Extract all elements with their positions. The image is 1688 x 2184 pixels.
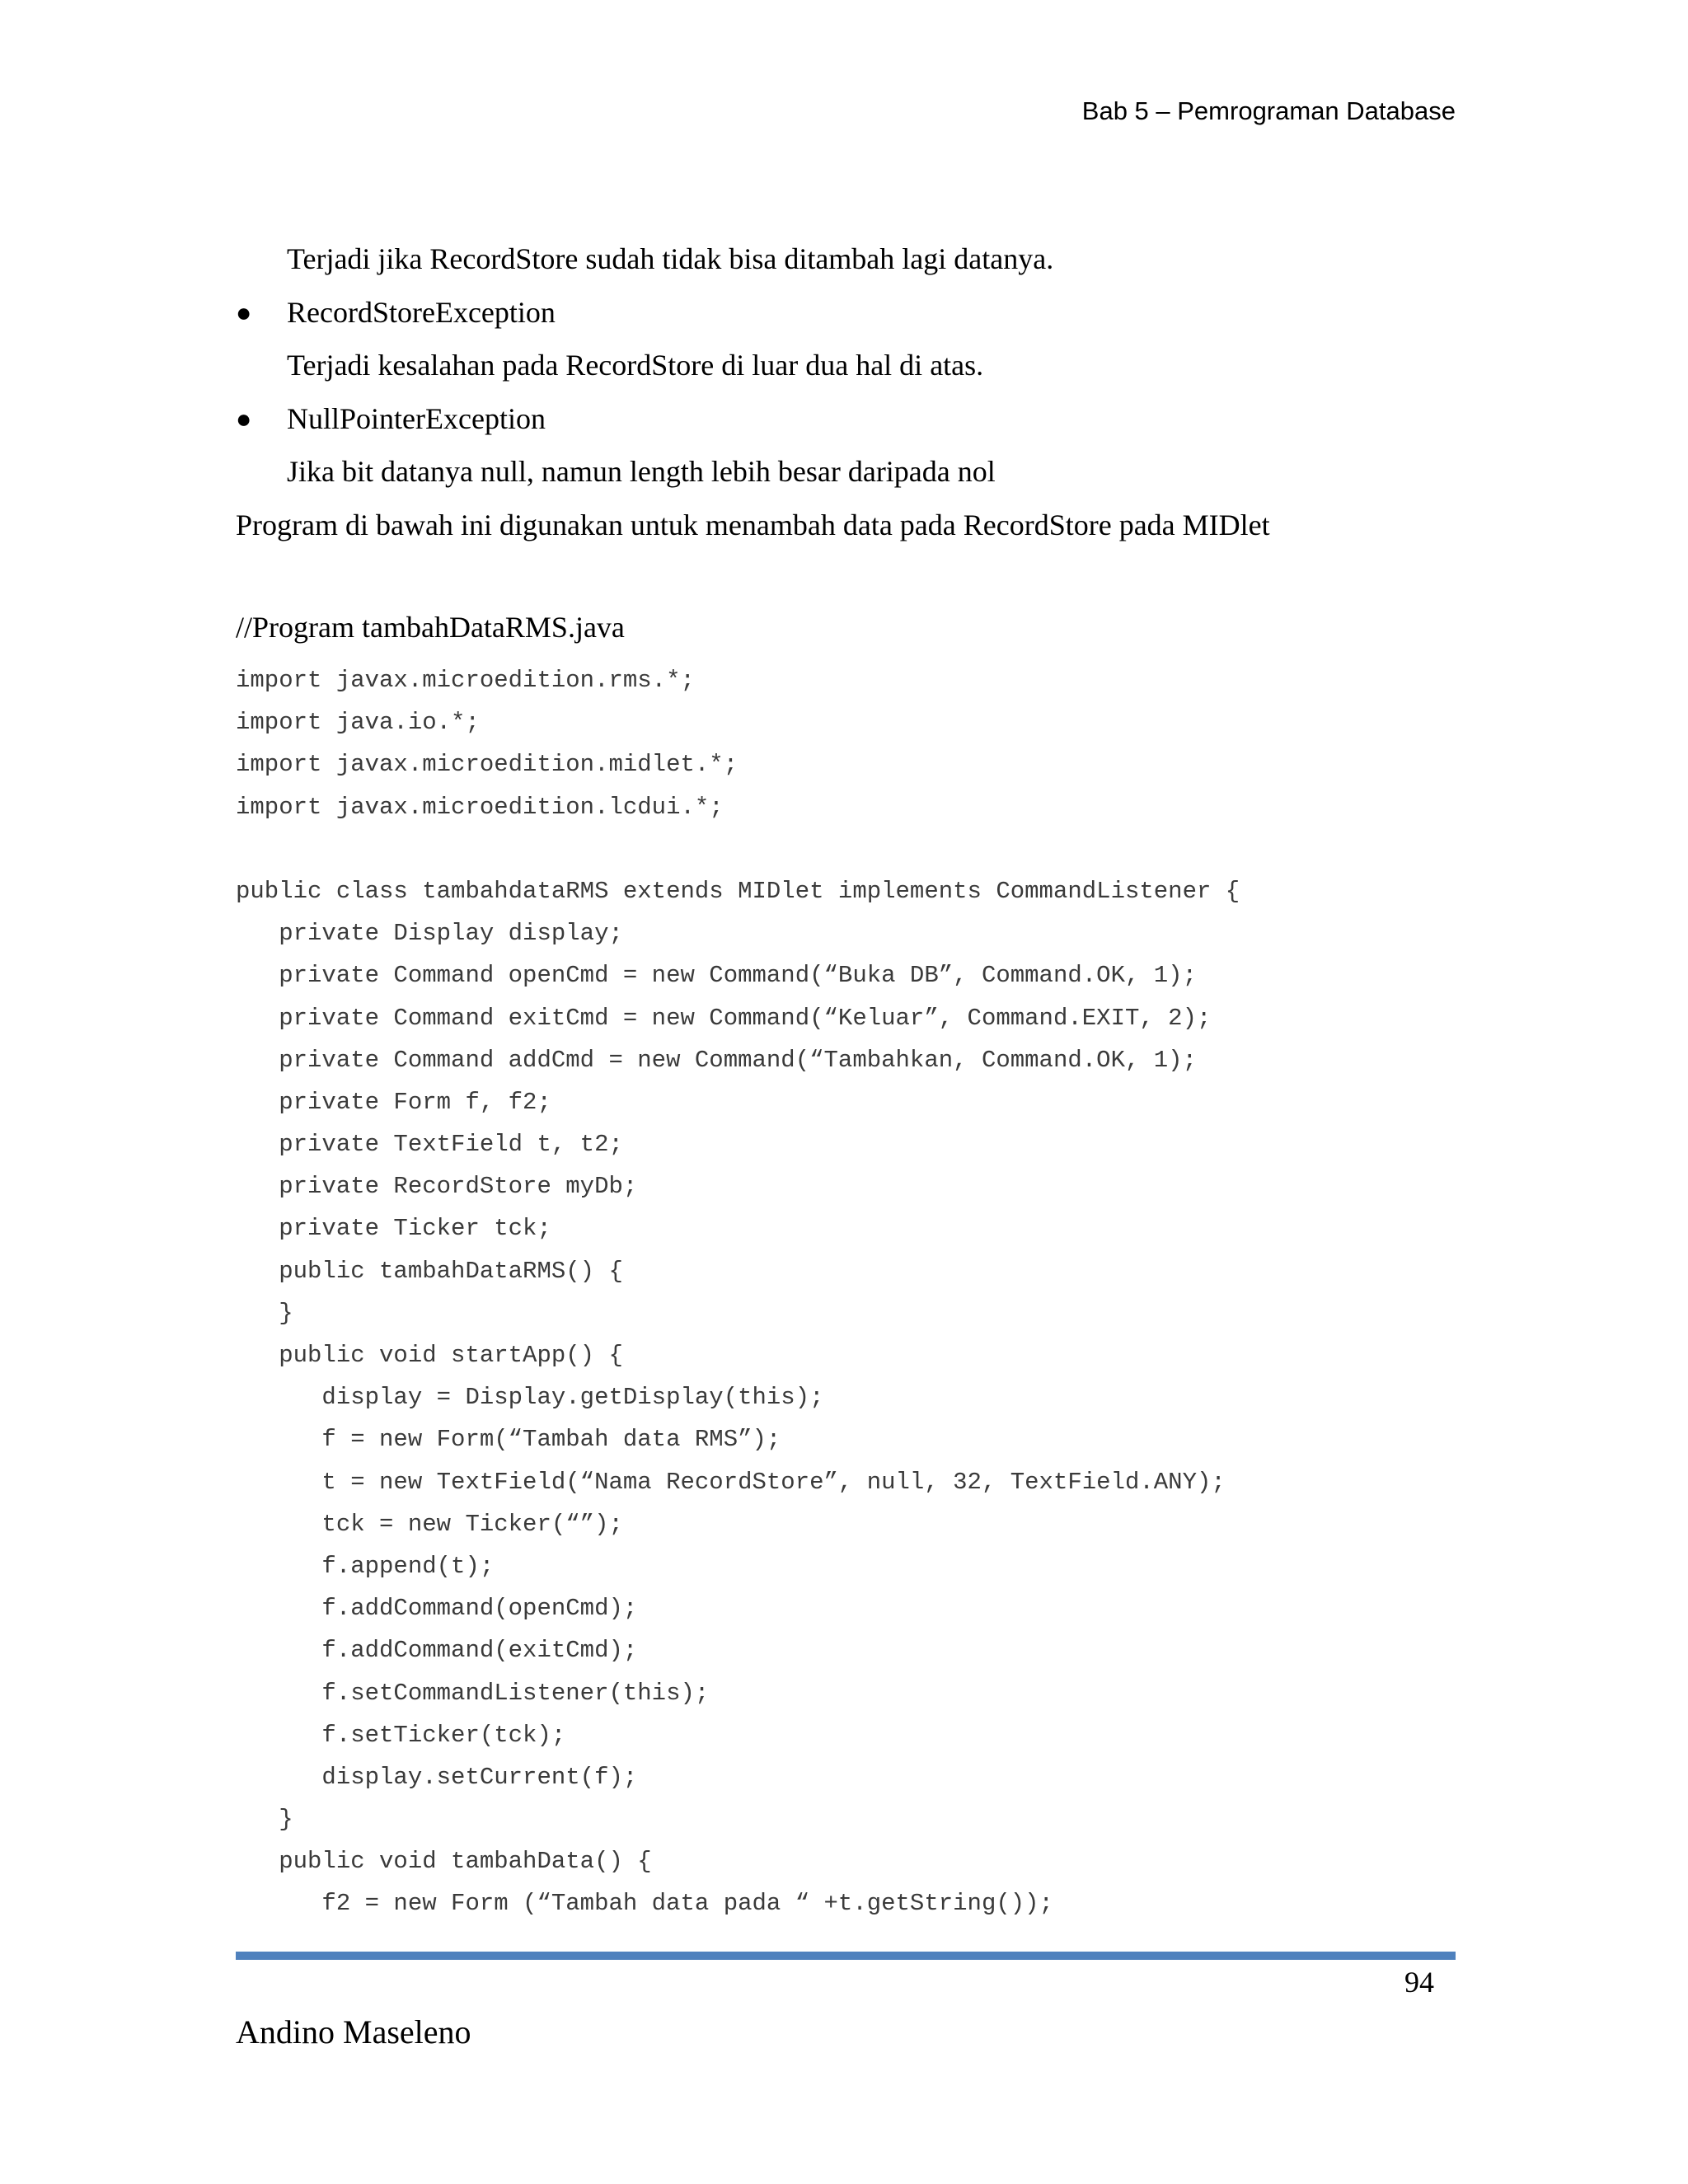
- code-line: tck = new Ticker(“”);: [236, 1510, 623, 1538]
- code-line: }: [236, 1806, 293, 1834]
- code-line: public class tambahdataRMS extends MIDlet implements CommandListener {: [236, 877, 1240, 905]
- footer-author: Andino Maseleno: [236, 2013, 471, 2050]
- code-line: f.append(t);: [236, 1552, 495, 1580]
- bullet-item: [236, 286, 1456, 340]
- code-line: private Form f, f2;: [236, 1088, 551, 1116]
- bullet-item: [236, 392, 1456, 446]
- bullet-icon: ●: [236, 403, 252, 434]
- code-line: private TextField t, t2;: [236, 1131, 623, 1159]
- code-line: display.setCurrent(f);: [236, 1763, 638, 1791]
- code-line: import java.io.*;: [236, 709, 480, 737]
- code-line: f.setCommandListener(this);: [236, 1679, 710, 1707]
- bullet-icon: ●: [236, 297, 252, 327]
- code-line: public void tambahData() {: [236, 1848, 652, 1876]
- bullet-item-label: RecordStoreException: [287, 295, 556, 329]
- code-line: f.addCommand(exitCmd);: [236, 1637, 638, 1665]
- footer-divider: [236, 1952, 1456, 1960]
- code-line: private Ticker tck;: [236, 1215, 551, 1243]
- code-line: private Command addCmd = new Command(“Tambahkan, Command.OK, 1);: [236, 1046, 1197, 1074]
- paragraph-line: Terjadi kesalahan pada RecordStore di luar dua hal di atas.: [287, 349, 984, 382]
- page-number: 94: [1404, 1966, 1434, 1999]
- code-line: public tambahDataRMS() {: [236, 1257, 623, 1285]
- code-line: private RecordStore myDb;: [236, 1173, 638, 1201]
- code-blank-line: [236, 828, 1456, 870]
- code-line: f2 = new Form (“Tambah data pada “ +t.getString());: [236, 1890, 1053, 1918]
- running-header: Bab 5 – Pemrograman Database: [1081, 96, 1456, 125]
- paragraph-line: Program di bawah ini digunakan untuk menambah data pada RecordStore pada MIDlet: [236, 508, 1270, 541]
- code-line: private Command openCmd = new Command(“Buka DB”, Command.OK, 1);: [236, 962, 1197, 990]
- code-line: display = Display.getDisplay(this);: [236, 1384, 824, 1412]
- code-line: f.addCommand(openCmd);: [236, 1595, 638, 1623]
- code-line: t = new TextField(“Nama RecordStore”, null, 32, TextField.ANY);: [236, 1468, 1226, 1496]
- code-line: import javax.microedition.lcdui.*;: [236, 793, 724, 821]
- code-line: import javax.microedition.rms.*;: [236, 667, 695, 694]
- paragraph-line: Terjadi jika RecordStore sudah tidak bisa ditambah lagi datanya.: [287, 242, 1054, 275]
- code-line: }: [236, 1299, 293, 1327]
- code-line: public void startApp() {: [236, 1342, 623, 1369]
- code-listing: [236, 659, 1456, 1925]
- program-title-comment: //Program tambahDataRMS.java: [236, 611, 625, 644]
- bullet-item-label: NullPointerException: [287, 401, 546, 435]
- paragraph-line: Jika bit datanya null, namun length lebih besar daripada nol: [287, 455, 996, 488]
- code-line: f = new Form(“Tambah data RMS”);: [236, 1426, 781, 1454]
- code-line: import javax.microedition.midlet.*;: [236, 751, 738, 779]
- code-line: private Display display;: [236, 920, 623, 948]
- body-text: [236, 232, 1456, 654]
- code-line: f.setTicker(tck);: [236, 1721, 566, 1749]
- code-line: private Command exitCmd = new Command(“Keluar”, Command.EXIT, 2);: [236, 1004, 1212, 1032]
- spacer: [236, 551, 1456, 601]
